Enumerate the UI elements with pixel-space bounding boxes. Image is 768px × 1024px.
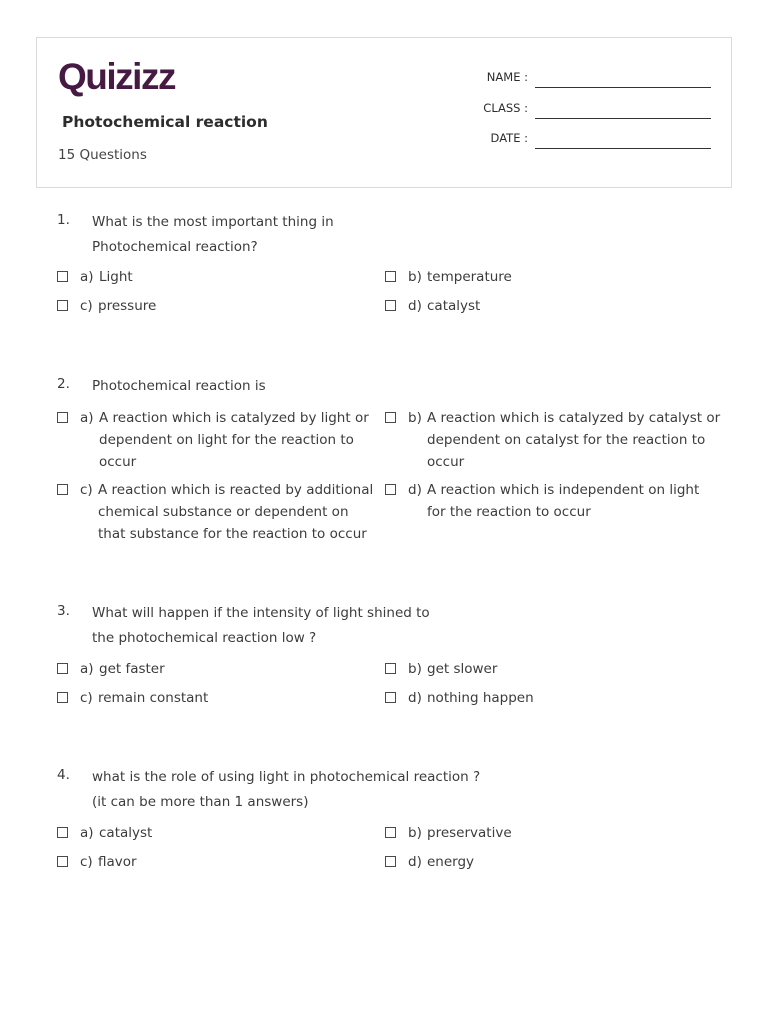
- checkbox[interactable]: [57, 484, 68, 495]
- option-text: temperature: [427, 269, 512, 285]
- option-letter: a): [80, 825, 94, 841]
- option-letter: b): [408, 269, 422, 285]
- checkbox[interactable]: [385, 692, 396, 703]
- checkbox[interactable]: [385, 412, 396, 423]
- option-text: energy: [427, 854, 475, 870]
- option-text: A reaction which is independent on light for the reaction to occur: [427, 482, 700, 520]
- option-letter: a): [80, 661, 94, 677]
- option-text: Light: [99, 269, 133, 285]
- option-letter: d): [408, 854, 422, 870]
- class-label: CLASS :: [483, 101, 528, 115]
- checkbox[interactable]: [385, 663, 396, 674]
- option-letter: d): [408, 298, 422, 314]
- question-count: 15 Questions: [58, 147, 147, 163]
- worksheet-title: Photochemical reaction: [62, 113, 268, 131]
- checkbox[interactable]: [385, 856, 396, 867]
- class-field[interactable]: [535, 118, 711, 119]
- name-field[interactable]: [535, 87, 711, 88]
- question-text: Photochemical reaction is: [92, 378, 266, 394]
- option-letter: c): [80, 482, 93, 498]
- option-text: catalyst: [99, 825, 153, 841]
- option-text: flavor: [98, 854, 137, 870]
- option-text: catalyst: [427, 298, 481, 314]
- question-text: what is the role of using light in photochemical reaction ? (it can be more than 1 answers): [92, 769, 481, 810]
- checkbox[interactable]: [57, 663, 68, 674]
- option-text: nothing happen: [427, 690, 534, 706]
- svg-text:Quizizz: Quizizz: [58, 58, 175, 97]
- option-letter: c): [80, 854, 93, 870]
- checkbox[interactable]: [385, 300, 396, 311]
- option-text: A reaction which is catalyzed by catalyst or dependent on catalyst for the reaction to occur: [427, 410, 721, 470]
- option-letter: d): [408, 482, 422, 498]
- question-text: What is the most important thing in Photochemical reaction?: [92, 214, 334, 255]
- option-letter: b): [408, 661, 422, 677]
- checkbox[interactable]: [57, 300, 68, 311]
- date-label: DATE :: [490, 131, 528, 145]
- checkbox[interactable]: [385, 827, 396, 838]
- option-text: get slower: [427, 661, 498, 677]
- checkbox[interactable]: [385, 484, 396, 495]
- checkbox[interactable]: [57, 271, 68, 282]
- option-text: A reaction which is catalyzed by light or dependent on light for the reaction to occur: [99, 410, 369, 470]
- checkbox[interactable]: [57, 856, 68, 867]
- option-letter: b): [408, 825, 422, 841]
- date-field[interactable]: [535, 148, 711, 149]
- quizizz-logo: [58, 58, 192, 100]
- option-letter: c): [80, 690, 93, 706]
- option-letter: a): [80, 410, 94, 426]
- option-letter: a): [80, 269, 94, 285]
- option-text: A reaction which is reacted by additional chemical substance or dependent on that substance for the reaction to occur: [98, 482, 374, 542]
- question-text: What will happen if the intensity of light shined to the photochemical reaction low ?: [92, 605, 430, 646]
- checkbox[interactable]: [57, 412, 68, 423]
- option-text: preservative: [427, 825, 512, 841]
- option-text: pressure: [98, 298, 157, 314]
- question-number: 4.: [57, 767, 70, 783]
- checkbox[interactable]: [385, 271, 396, 282]
- checkbox[interactable]: [57, 692, 68, 703]
- option-letter: c): [80, 298, 93, 314]
- option-letter: b): [408, 410, 422, 426]
- option-letter: d): [408, 690, 422, 706]
- name-label: NAME :: [486, 70, 528, 84]
- question-number: 1.: [57, 212, 70, 228]
- checkbox[interactable]: [57, 827, 68, 838]
- question-number: 2.: [57, 376, 70, 392]
- option-text: remain constant: [98, 690, 209, 706]
- option-text: get faster: [99, 661, 165, 677]
- question-number: 3.: [57, 603, 70, 619]
